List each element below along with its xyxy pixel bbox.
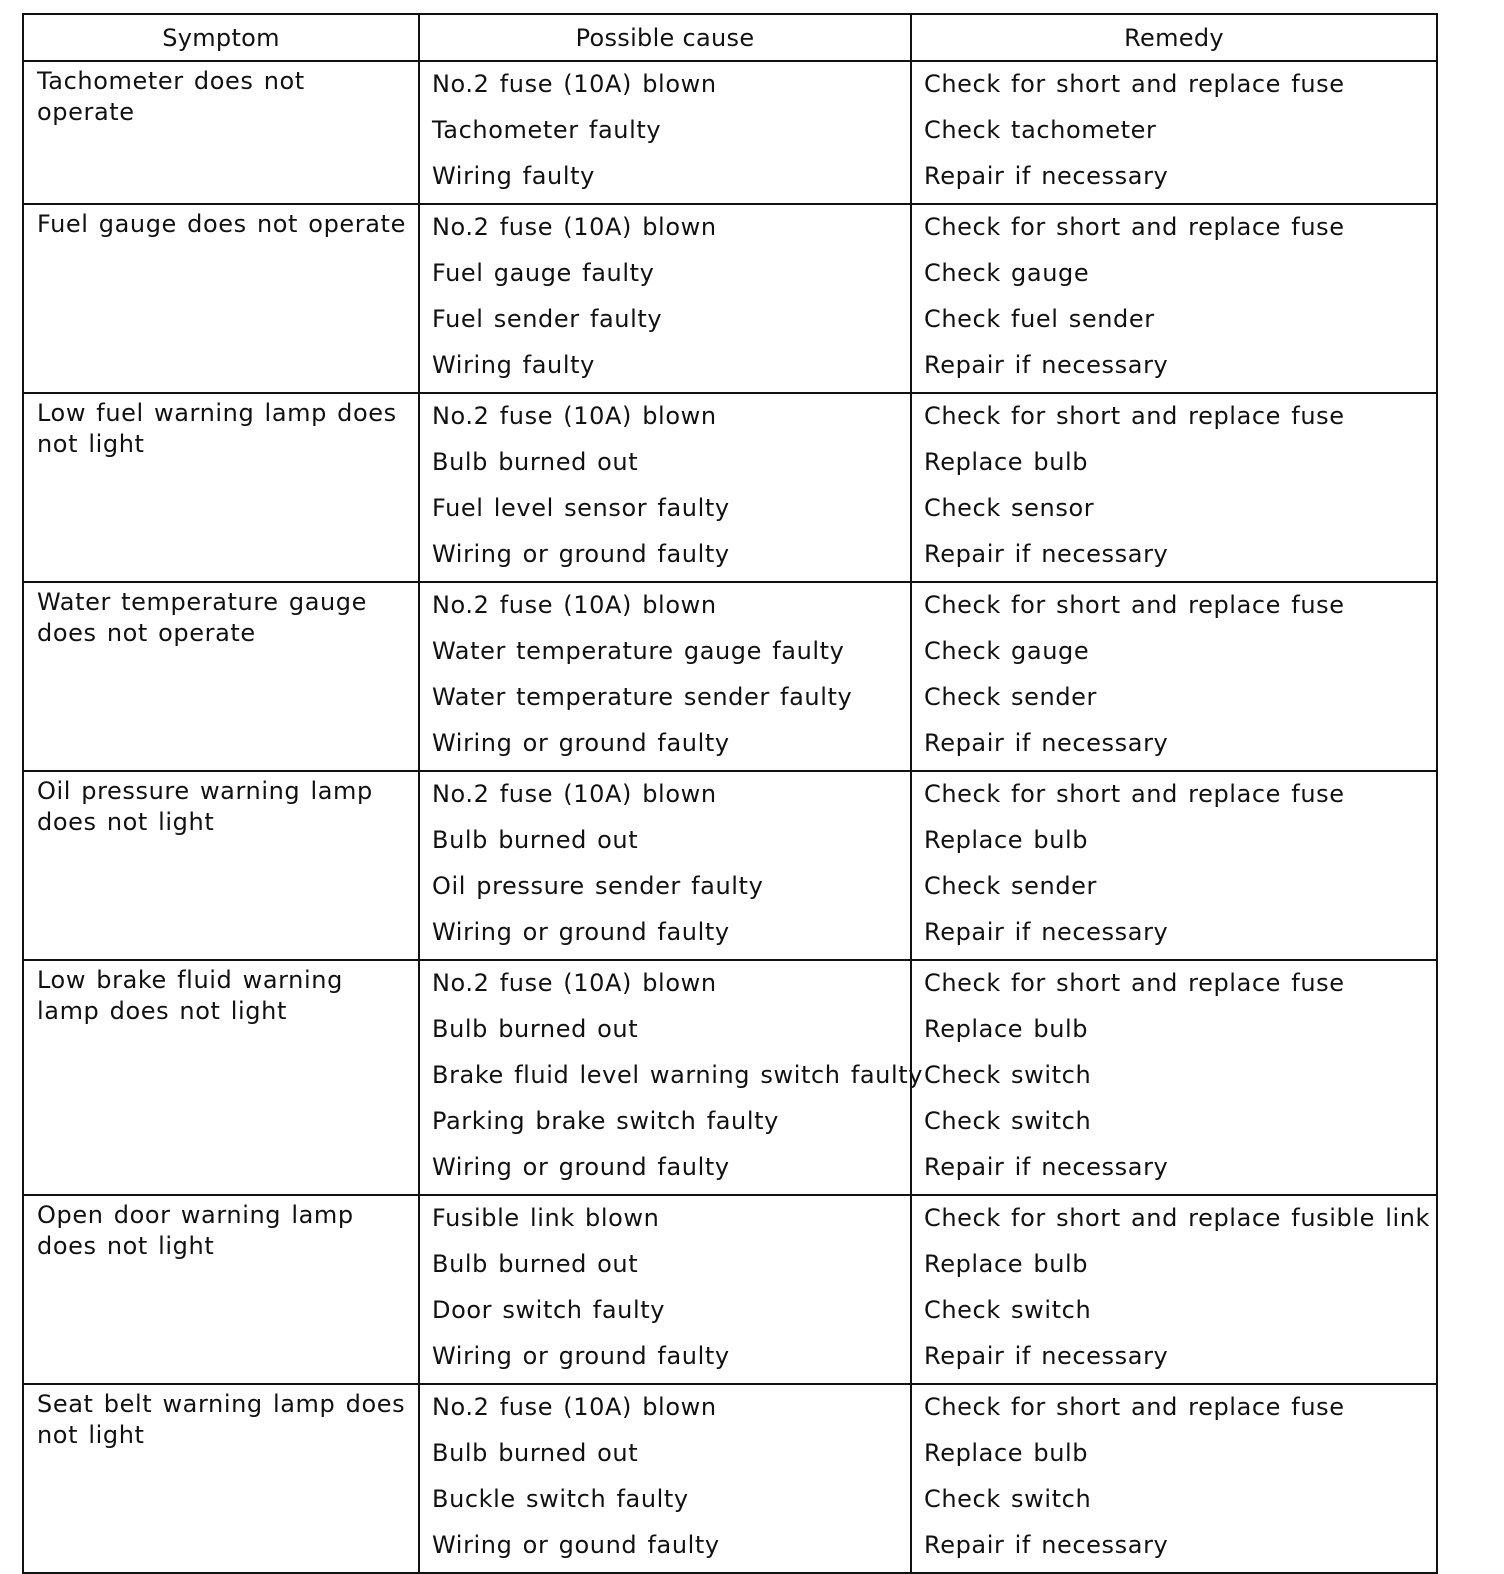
remedy-item: Repair if necessary xyxy=(924,729,1169,757)
remedy-item: Check sensor xyxy=(924,494,1095,522)
table-header-row xyxy=(23,14,1437,61)
remedy-item: Replace bulb xyxy=(924,448,1089,476)
remedy-item: Check switch xyxy=(924,1061,1092,1089)
cause-cell xyxy=(419,204,911,393)
remedy-item: Replace bulb xyxy=(924,1439,1089,1467)
remedy-item: Check switch xyxy=(924,1485,1092,1513)
cause-item: Brake fluid level warning switch faulty xyxy=(432,1061,924,1089)
cause-item: Oil pressure sender faulty xyxy=(432,872,764,900)
table-row xyxy=(23,1384,1437,1573)
table-row xyxy=(23,1195,1437,1384)
cause-item: Wiring or ground faulty xyxy=(432,1153,730,1181)
table-row xyxy=(23,204,1437,393)
cause-cell xyxy=(419,393,911,582)
remedy-item: Check tachometer xyxy=(924,116,1157,144)
symptom-text: Fuel gauge does not operate xyxy=(37,210,406,238)
header-possible-cause: Possible cause xyxy=(419,14,911,61)
cause-cell xyxy=(419,960,924,1195)
symptom-cell xyxy=(23,204,419,393)
cause-item: Water temperature sender faulty xyxy=(432,683,853,711)
remedy-item: Repair if necessary xyxy=(924,162,1169,190)
cause-item: Bulb burned out xyxy=(432,1015,639,1043)
table-row xyxy=(23,61,1437,204)
symptom-cell xyxy=(23,582,419,771)
remedy-item: Repair if necessary xyxy=(924,1342,1169,1370)
symptom-cell xyxy=(23,393,419,582)
cause-item: No.2 fuse (10A) blown xyxy=(432,1393,717,1421)
remedy-cell xyxy=(911,771,1437,960)
symptom-text: Low fuel warning lamp does not light xyxy=(37,399,397,458)
remedy-item: Check for short and replace fuse xyxy=(924,402,1345,430)
remedy-item: Check switch xyxy=(924,1107,1092,1135)
remedy-item: Check for short and replace fusible link xyxy=(924,1204,1431,1232)
cause-item: Parking brake switch faulty xyxy=(432,1107,779,1135)
remedy-item: Replace bulb xyxy=(924,1250,1089,1278)
symptom-cell xyxy=(23,771,419,960)
remedy-item: Repair if necessary xyxy=(924,1531,1169,1559)
cause-item: No.2 fuse (10A) blown xyxy=(432,780,717,808)
remedy-cell xyxy=(911,1384,1437,1573)
cause-cell xyxy=(419,582,911,771)
header-symptom: Symptom xyxy=(23,14,419,61)
symptom-text: Tachometer does not operate xyxy=(37,67,305,126)
remedy-item: Check for short and replace fuse xyxy=(924,591,1345,619)
remedy-item: Check gauge xyxy=(924,637,1090,665)
table-row xyxy=(23,393,1437,582)
header-remedy: Remedy xyxy=(911,14,1437,61)
remedy-item: Check gauge xyxy=(924,259,1090,287)
cause-item: Fuel level sensor faulty xyxy=(432,494,730,522)
cause-item: Fuel gauge faulty xyxy=(432,259,655,287)
remedy-cell xyxy=(911,582,1437,771)
symptom-cell xyxy=(23,1384,419,1573)
cause-item: Wiring faulty xyxy=(432,162,595,190)
cause-item: Bulb burned out xyxy=(432,1439,639,1467)
cause-item: Buckle switch faulty xyxy=(432,1485,689,1513)
cause-item: Tachometer faulty xyxy=(432,116,662,144)
symptom-text: Oil pressure warning lamp does not light xyxy=(37,777,373,836)
remedy-item: Check for short and replace fuse xyxy=(924,1393,1345,1421)
table-body xyxy=(23,61,1437,1573)
troubleshooting-table xyxy=(22,13,1438,1574)
remedy-item: Check switch xyxy=(924,1296,1092,1324)
remedy-cell xyxy=(911,960,1437,1195)
remedy-item: Check for short and replace fuse xyxy=(924,969,1345,997)
cause-item: No.2 fuse (10A) blown xyxy=(432,213,717,241)
table-row xyxy=(23,771,1437,960)
cause-item: Wiring or gound faulty xyxy=(432,1531,720,1559)
remedy-item: Replace bulb xyxy=(924,826,1089,854)
remedy-item: Replace bulb xyxy=(924,1015,1089,1043)
symptom-text: Open door warning lamp does not light xyxy=(37,1201,354,1260)
symptom-cell xyxy=(23,1195,419,1384)
cause-item: Wiring or ground faulty xyxy=(432,729,730,757)
cause-item: Bulb burned out xyxy=(432,448,639,476)
symptom-text: Seat belt warning lamp does not light xyxy=(37,1390,406,1449)
cause-cell xyxy=(419,1195,911,1384)
remedy-cell xyxy=(911,393,1437,582)
remedy-item: Check for short and replace fuse xyxy=(924,70,1345,98)
remedy-cell xyxy=(911,61,1437,204)
remedy-cell xyxy=(911,204,1437,393)
cause-cell xyxy=(419,61,911,204)
cause-item: Door switch faulty xyxy=(432,1296,666,1324)
remedy-item: Check sender xyxy=(924,683,1098,711)
remedy-item: Check for short and replace fuse xyxy=(924,780,1345,808)
symptom-cell xyxy=(23,61,419,204)
cause-item: Wiring or ground faulty xyxy=(432,540,730,568)
cause-cell xyxy=(419,1384,911,1573)
symptom-text: Low brake fluid warning lamp does not light xyxy=(37,966,343,1025)
cause-item: No.2 fuse (10A) blown xyxy=(432,969,717,997)
cause-item: No.2 fuse (10A) blown xyxy=(432,591,717,619)
cause-item: Fuel sender faulty xyxy=(432,305,663,333)
remedy-item: Repair if necessary xyxy=(924,918,1169,946)
remedy-item: Repair if necessary xyxy=(924,540,1169,568)
cause-item: Bulb burned out xyxy=(432,1250,639,1278)
cause-item: Bulb burned out xyxy=(432,826,639,854)
cause-item: No.2 fuse (10A) blown xyxy=(432,70,717,98)
cause-cell xyxy=(419,771,911,960)
remedy-item: Repair if necessary xyxy=(924,1153,1169,1181)
symptom-cell xyxy=(23,960,419,1195)
cause-item: Wiring faulty xyxy=(432,351,595,379)
remedy-item: Check for short and replace fuse xyxy=(924,213,1345,241)
table-row xyxy=(23,582,1437,771)
cause-item: Wiring or ground faulty xyxy=(432,1342,730,1370)
cause-item: No.2 fuse (10A) blown xyxy=(432,402,717,430)
cause-item: Water temperature gauge faulty xyxy=(432,637,845,665)
remedy-item: Check sender xyxy=(924,872,1098,900)
cause-item: Wiring or ground faulty xyxy=(432,918,730,946)
remedy-item: Check fuel sender xyxy=(924,305,1155,333)
cause-item: Fusible link blown xyxy=(432,1204,660,1232)
table-row xyxy=(23,960,1437,1195)
remedy-item: Repair if necessary xyxy=(924,351,1169,379)
symptom-text: Water temperature gauge does not operate xyxy=(37,588,368,647)
remedy-cell xyxy=(911,1195,1437,1384)
